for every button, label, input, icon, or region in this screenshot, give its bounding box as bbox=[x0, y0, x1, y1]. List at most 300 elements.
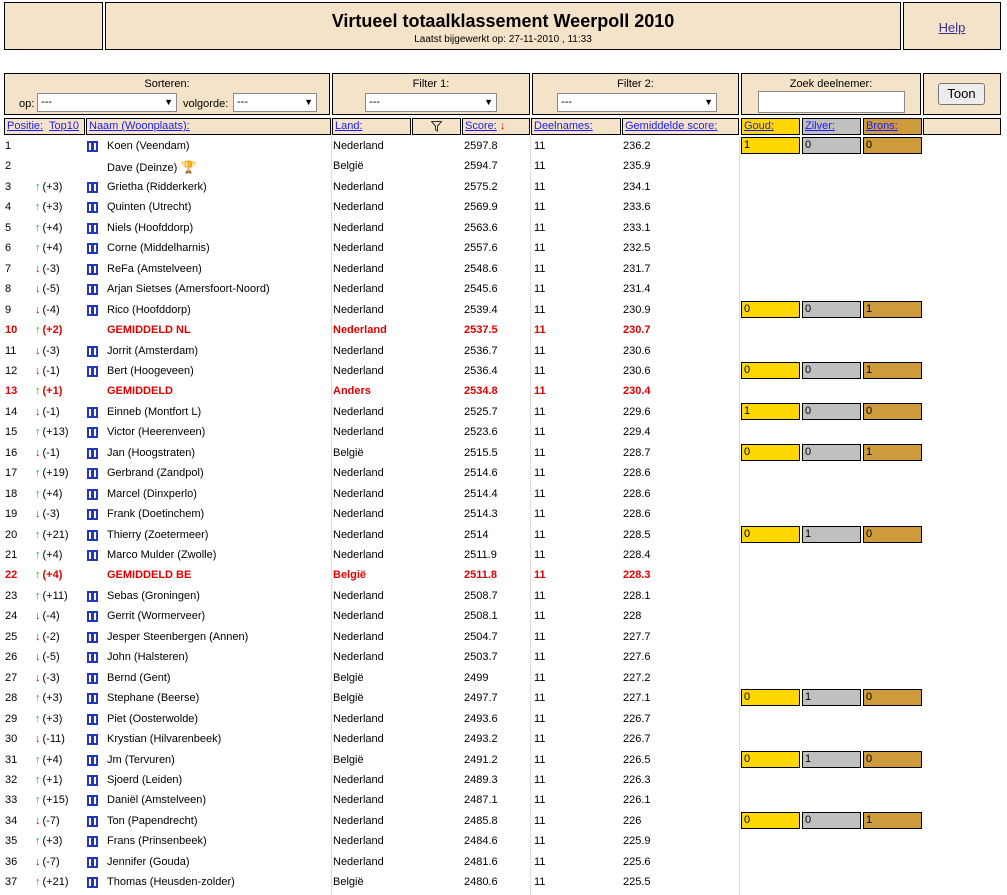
change-value: (-1) bbox=[42, 446, 60, 459]
participations: 11 bbox=[534, 242, 546, 255]
country: Nederland bbox=[333, 426, 384, 439]
participant-name[interactable] bbox=[107, 283, 270, 295]
position: 27 bbox=[5, 671, 18, 684]
average-score: 225.6 bbox=[623, 855, 651, 868]
change-value: (+3) bbox=[42, 201, 63, 214]
participant-name[interactable] bbox=[107, 692, 199, 704]
change bbox=[35, 304, 60, 316]
flag-icon bbox=[87, 857, 98, 868]
sort-order-value: --- bbox=[237, 96, 248, 108]
country: Nederland bbox=[333, 180, 384, 193]
change bbox=[35, 222, 62, 234]
position: 15 bbox=[5, 426, 18, 439]
score: 2514.3 bbox=[464, 508, 498, 521]
search-panel bbox=[741, 73, 921, 115]
change-value: (+11) bbox=[42, 589, 68, 602]
search-input[interactable] bbox=[758, 91, 905, 113]
flag-icon bbox=[87, 877, 98, 888]
table-row bbox=[0, 341, 1007, 361]
table-row bbox=[0, 852, 1007, 872]
participant-name[interactable] bbox=[107, 815, 198, 827]
table-row bbox=[0, 790, 1007, 810]
change-value: (-11) bbox=[42, 733, 65, 746]
participant-name[interactable] bbox=[107, 385, 173, 397]
country: Nederland bbox=[333, 835, 384, 848]
flag-icon bbox=[87, 693, 98, 704]
arrow-up-icon: ↑ bbox=[35, 589, 41, 602]
participant-name-text: Stephane (Beerse) bbox=[107, 692, 200, 705]
arrow-down-icon: ↓ bbox=[35, 671, 41, 684]
flag-icon bbox=[87, 284, 98, 295]
arrow-down-icon: ↓ bbox=[35, 364, 41, 377]
country: Nederland bbox=[333, 794, 384, 807]
participant-name[interactable] bbox=[107, 467, 204, 479]
position: 4 bbox=[5, 201, 12, 214]
change-value: (-4) bbox=[42, 610, 60, 623]
participant-name[interactable] bbox=[107, 447, 195, 459]
participant-name[interactable] bbox=[107, 549, 216, 561]
average-score: 230.6 bbox=[623, 364, 651, 377]
position: 18 bbox=[5, 487, 18, 500]
position: 14 bbox=[5, 405, 18, 418]
change bbox=[35, 713, 62, 725]
participations: 11 bbox=[534, 671, 546, 684]
average-score: 229.4 bbox=[623, 426, 651, 439]
participant-name-text: GEMIDDELD NL bbox=[107, 324, 191, 337]
flag-icon bbox=[87, 448, 98, 459]
change-value: (-1) bbox=[42, 405, 60, 418]
col-land bbox=[332, 118, 411, 135]
change bbox=[35, 201, 62, 213]
arrow-up-icon: ↑ bbox=[35, 221, 41, 234]
participations: 11 bbox=[534, 589, 546, 602]
table-row bbox=[0, 197, 1007, 217]
participant-name[interactable] bbox=[107, 794, 206, 806]
flag-icon bbox=[87, 775, 98, 786]
table-row bbox=[0, 586, 1007, 606]
country: België bbox=[333, 692, 364, 705]
sort-panel bbox=[4, 73, 330, 115]
average-score: 228.1 bbox=[623, 589, 651, 602]
score: 2514 bbox=[464, 528, 489, 541]
position: 12 bbox=[5, 364, 18, 377]
table-row bbox=[0, 545, 1007, 565]
participant-name[interactable] bbox=[107, 488, 197, 500]
participations: 11 bbox=[534, 446, 546, 459]
participant-name[interactable] bbox=[107, 651, 188, 663]
country: Nederland bbox=[333, 283, 384, 296]
sort-deelnames-link[interactable]: Deelnames: bbox=[534, 120, 593, 132]
change bbox=[35, 794, 69, 806]
participant-name[interactable] bbox=[107, 733, 221, 745]
score: 2523.6 bbox=[464, 426, 498, 439]
gold-count: 0 bbox=[741, 526, 800, 543]
average-score: 233.6 bbox=[623, 201, 651, 214]
participant-name[interactable] bbox=[107, 672, 171, 684]
change bbox=[35, 406, 60, 418]
table-row bbox=[0, 831, 1007, 851]
position: 8 bbox=[5, 283, 12, 296]
position: 9 bbox=[5, 303, 12, 316]
change bbox=[35, 672, 60, 684]
change-value: (-3) bbox=[42, 508, 60, 521]
country: Nederland bbox=[333, 405, 384, 418]
table-row bbox=[0, 300, 1007, 320]
country: Nederland bbox=[333, 487, 384, 500]
table-row bbox=[0, 811, 1007, 831]
country: Anders bbox=[333, 385, 371, 398]
participant-name[interactable] bbox=[107, 160, 196, 174]
participant-name-text: Sebas (Groningen) bbox=[107, 589, 200, 602]
participant-name[interactable] bbox=[107, 590, 200, 602]
change-value: (+4) bbox=[42, 753, 63, 766]
filter2-select[interactable] bbox=[557, 93, 717, 112]
position: 37 bbox=[5, 876, 18, 889]
filter1-label: Filter 1: bbox=[412, 78, 450, 90]
score: 2491.2 bbox=[464, 753, 498, 766]
country: Nederland bbox=[333, 221, 384, 234]
participant-name-text: Piet (Oosterwolde) bbox=[107, 712, 199, 725]
change-value: (+1) bbox=[42, 773, 63, 786]
participant-name-text: Thierry (Zoetermeer) bbox=[107, 528, 209, 541]
position: 24 bbox=[5, 610, 18, 623]
change bbox=[35, 549, 62, 561]
chevron-down-icon: ▼ bbox=[704, 97, 713, 107]
sort-top10-link[interactable]: Top10 bbox=[49, 120, 79, 132]
country: Nederland bbox=[333, 344, 384, 357]
change bbox=[35, 283, 60, 295]
country: Nederland bbox=[333, 324, 387, 337]
position: 17 bbox=[5, 467, 18, 480]
country: België bbox=[333, 753, 364, 766]
country: Nederland bbox=[333, 242, 384, 255]
participant-name[interactable] bbox=[107, 774, 182, 786]
change-value: (-7) bbox=[42, 814, 60, 827]
country: Nederland bbox=[333, 364, 384, 377]
arrow-up-icon: ↑ bbox=[35, 753, 41, 766]
participant-name[interactable] bbox=[107, 304, 191, 316]
sort-goud-link[interactable]: Goud: bbox=[744, 120, 774, 132]
change bbox=[35, 242, 62, 254]
table-row bbox=[0, 259, 1007, 279]
score: 2481.6 bbox=[464, 855, 498, 868]
sort-naam-link[interactable]: Naam (Woonplaats): bbox=[89, 120, 190, 132]
participations: 11 bbox=[534, 180, 546, 193]
table-row bbox=[0, 218, 1007, 238]
bronze-count: 0 bbox=[863, 526, 922, 543]
participations: 11 bbox=[534, 855, 546, 868]
sort-positie-link[interactable]: Positie: bbox=[7, 120, 44, 132]
score: 2499 bbox=[464, 671, 489, 684]
participant-name-text: Dave (Deinze) bbox=[107, 162, 178, 175]
participations: 11 bbox=[534, 426, 546, 439]
participant-name-text: Ton (Papendrecht) bbox=[107, 814, 198, 827]
participations: 11 bbox=[534, 160, 546, 173]
flag-icon bbox=[87, 305, 98, 316]
position: 36 bbox=[5, 855, 18, 868]
gold-count: 0 bbox=[741, 689, 800, 706]
participations: 11 bbox=[534, 344, 546, 357]
average-score: 231.7 bbox=[623, 262, 651, 275]
score: 2548.6 bbox=[464, 262, 498, 275]
change bbox=[35, 876, 69, 888]
participant-name-text: Corne (Middelharnis) bbox=[107, 242, 210, 255]
sort-order-select[interactable] bbox=[233, 93, 317, 112]
filter1-panel bbox=[332, 73, 530, 115]
average-score: 233.1 bbox=[623, 221, 651, 234]
participant-name[interactable] bbox=[107, 876, 235, 888]
change bbox=[35, 733, 65, 745]
score: 2545.6 bbox=[464, 283, 498, 296]
title-box bbox=[105, 2, 901, 50]
filter2-label: Filter 2: bbox=[617, 78, 654, 90]
average-score: 230.4 bbox=[623, 385, 651, 398]
flag-icon bbox=[87, 836, 98, 847]
participations: 11 bbox=[534, 773, 546, 786]
participations: 11 bbox=[534, 467, 546, 480]
participant-name[interactable] bbox=[107, 610, 205, 622]
change bbox=[35, 324, 62, 336]
position: 7 bbox=[5, 262, 12, 275]
participations: 11 bbox=[534, 753, 546, 766]
gold-count: 0 bbox=[741, 444, 800, 461]
country: Nederland bbox=[333, 855, 384, 868]
country: België bbox=[333, 569, 367, 582]
arrow-up-icon: ↑ bbox=[35, 835, 41, 848]
participant-name[interactable] bbox=[107, 365, 194, 377]
participant-name[interactable] bbox=[107, 345, 198, 357]
change bbox=[35, 692, 62, 704]
participant-name[interactable] bbox=[107, 569, 191, 581]
score: 2511.8 bbox=[464, 569, 498, 582]
search-label: Zoek deelnemer: bbox=[789, 78, 873, 90]
flag-icon bbox=[87, 673, 98, 684]
sort-gemiddelde-link[interactable]: Gemiddelde score: bbox=[625, 120, 718, 132]
table-row bbox=[0, 709, 1007, 729]
average-score: 227.7 bbox=[623, 630, 651, 643]
arrow-up-icon: ↑ bbox=[35, 692, 41, 705]
help-box bbox=[903, 2, 1001, 50]
arrow-down-icon: ↓ bbox=[35, 446, 41, 459]
arrow-up-icon: ↑ bbox=[35, 569, 41, 582]
score: 2487.1 bbox=[464, 794, 498, 807]
bronze-count: 1 bbox=[863, 301, 922, 318]
participant-name-text: Grietha (Ridderkerk) bbox=[107, 180, 207, 193]
change-value: (+4) bbox=[42, 221, 63, 234]
bronze-count: 1 bbox=[863, 444, 922, 461]
participant-name[interactable] bbox=[107, 140, 190, 152]
change bbox=[35, 815, 60, 827]
participant-name-text: Jm (Tervuren) bbox=[107, 753, 175, 766]
country: Nederland bbox=[333, 303, 384, 316]
arrow-down-icon: ↓ bbox=[35, 610, 41, 623]
participant-name[interactable] bbox=[107, 324, 191, 336]
chevron-down-icon: ▼ bbox=[484, 97, 493, 107]
change-value: (-7) bbox=[42, 855, 60, 868]
filter2-value: --- bbox=[561, 96, 572, 108]
score: 2536.7 bbox=[464, 344, 498, 357]
position: 26 bbox=[5, 651, 18, 664]
country: Nederland bbox=[333, 549, 384, 561]
participant-name[interactable] bbox=[107, 529, 208, 541]
participant-name[interactable] bbox=[107, 242, 210, 254]
score: 2514.6 bbox=[464, 467, 498, 480]
change bbox=[35, 263, 60, 275]
col-naam bbox=[86, 118, 331, 135]
average-score: 228.4 bbox=[623, 549, 651, 561]
participant-name-text: ReFa (Amstelveen) bbox=[107, 262, 202, 275]
change-value: (-5) bbox=[42, 651, 60, 664]
score: 2508.1 bbox=[464, 610, 498, 623]
participant-name-text: Marcel (Dinxperlo) bbox=[107, 487, 197, 500]
change-value: (-2) bbox=[42, 630, 60, 643]
participations: 11 bbox=[534, 508, 546, 521]
change bbox=[35, 488, 62, 500]
score: 2557.6 bbox=[464, 242, 498, 255]
col-deelnames bbox=[531, 118, 621, 135]
score: 2497.7 bbox=[464, 692, 498, 705]
participant-name-text: Bernd (Gent) bbox=[107, 671, 171, 684]
bronze-count: 0 bbox=[863, 403, 922, 420]
participant-name[interactable] bbox=[107, 856, 190, 868]
score: 2537.5 bbox=[464, 324, 498, 337]
trophy-icon: 🏆 bbox=[181, 160, 197, 175]
table-row bbox=[0, 872, 1007, 892]
toon-button[interactable]: Toon bbox=[938, 83, 985, 105]
participant-name-text: Daniël (Amstelveen) bbox=[107, 794, 207, 807]
score: 2594.7 bbox=[464, 160, 498, 173]
position: 20 bbox=[5, 528, 18, 541]
flag-icon bbox=[87, 509, 98, 520]
average-score: 227.6 bbox=[623, 651, 651, 664]
flag-icon bbox=[87, 795, 98, 806]
change-value: (+3) bbox=[42, 835, 63, 848]
position: 32 bbox=[5, 773, 18, 786]
participant-name[interactable] bbox=[107, 754, 175, 766]
participant-name-text: Marco Mulder (Zwolle) bbox=[107, 549, 217, 561]
table-row bbox=[0, 525, 1007, 545]
score: 2485.8 bbox=[464, 814, 498, 827]
position: 31 bbox=[5, 753, 18, 766]
change-value: (+4) bbox=[42, 569, 63, 582]
participations: 11 bbox=[534, 221, 546, 234]
participant-name-text: Rico (Hoofddorp) bbox=[107, 303, 191, 316]
flag-icon bbox=[87, 243, 98, 254]
sort-field-select[interactable] bbox=[37, 93, 177, 112]
change-value: (+15) bbox=[42, 794, 69, 807]
change bbox=[35, 631, 60, 643]
change-value: (-3) bbox=[42, 262, 60, 275]
average-score: 236.2 bbox=[623, 140, 651, 152]
participant-name[interactable] bbox=[107, 201, 191, 213]
country: Nederland bbox=[333, 610, 384, 623]
average-score: 234.1 bbox=[623, 180, 651, 193]
country: Nederland bbox=[333, 528, 384, 541]
sort-field-value: --- bbox=[41, 96, 52, 108]
table-row bbox=[0, 504, 1007, 524]
average-score: 225.5 bbox=[623, 876, 651, 889]
participations: 11 bbox=[534, 794, 546, 807]
average-score: 225.9 bbox=[623, 835, 651, 848]
participations: 11 bbox=[534, 876, 546, 889]
sort-score-link[interactable]: Score: bbox=[465, 120, 497, 132]
flag-icon bbox=[87, 816, 98, 827]
flag-icon bbox=[87, 530, 98, 541]
filter1-select[interactable] bbox=[365, 93, 497, 112]
participations: 11 bbox=[534, 692, 546, 705]
arrow-up-icon: ↑ bbox=[35, 794, 41, 807]
flag-icon bbox=[87, 427, 98, 438]
participant-name-text: Krystian (Hilvarenbeek) bbox=[107, 733, 222, 746]
participant-name-text: Gerrit (Wormerveer) bbox=[107, 610, 206, 623]
sort-land-link[interactable]: Land: bbox=[335, 120, 363, 132]
flag-icon bbox=[87, 591, 98, 602]
volgorde-label: volgorde: bbox=[183, 98, 229, 110]
participant-name[interactable] bbox=[107, 835, 207, 847]
average-score: 226.5 bbox=[623, 753, 651, 766]
filter1-value: --- bbox=[369, 96, 380, 108]
participant-name-text: Quinten (Utrecht) bbox=[107, 201, 192, 214]
country: Nederland bbox=[333, 589, 384, 602]
sort-brons-link[interactable]: Brons: bbox=[866, 120, 898, 132]
participant-name-text: Bert (Hoogeveen) bbox=[107, 364, 194, 377]
arrow-up-icon: ↑ bbox=[35, 876, 41, 889]
flag-icon bbox=[87, 468, 98, 479]
participations: 11 bbox=[534, 630, 546, 643]
col-zilver bbox=[802, 118, 861, 135]
participant-name[interactable] bbox=[107, 631, 248, 643]
table-row bbox=[0, 177, 1007, 197]
flag-icon bbox=[87, 755, 98, 766]
col-empty bbox=[923, 118, 1001, 135]
participant-name[interactable] bbox=[107, 508, 204, 520]
change-value: (-1) bbox=[42, 364, 60, 377]
help-link[interactable]: Help bbox=[938, 20, 966, 35]
participant-name[interactable] bbox=[107, 406, 201, 418]
change bbox=[35, 426, 69, 438]
average-score: 226.7 bbox=[623, 712, 651, 725]
gold-count: 0 bbox=[741, 301, 800, 318]
participant-name-text: GEMIDDELD BE bbox=[107, 569, 192, 582]
participant-name[interactable] bbox=[107, 222, 193, 234]
participations: 11 bbox=[534, 324, 546, 337]
participant-name[interactable] bbox=[107, 181, 207, 193]
table-row bbox=[0, 320, 1007, 340]
participant-name[interactable] bbox=[107, 426, 205, 438]
arrow-up-icon: ↑ bbox=[35, 180, 41, 193]
sort-zilver-link[interactable]: Zilver: bbox=[805, 120, 835, 132]
score: 2504.7 bbox=[464, 630, 498, 643]
average-score: 227.1 bbox=[623, 692, 651, 705]
country: Nederland bbox=[333, 140, 384, 152]
score: 2575.2 bbox=[464, 180, 498, 193]
change-value: (+3) bbox=[42, 712, 63, 725]
change-value: (+21) bbox=[42, 876, 69, 889]
flag-icon bbox=[87, 141, 98, 152]
arrow-up-icon: ↑ bbox=[35, 201, 41, 214]
position: 13 bbox=[5, 385, 18, 398]
country: Nederland bbox=[333, 201, 384, 214]
change-value: (-4) bbox=[42, 303, 60, 316]
participations: 11 bbox=[534, 733, 546, 746]
participant-name[interactable] bbox=[107, 263, 202, 275]
participations: 11 bbox=[534, 487, 546, 500]
score: 2514.4 bbox=[464, 487, 498, 500]
table-row bbox=[0, 627, 1007, 647]
participations: 11 bbox=[534, 262, 546, 275]
col-filter[interactable] bbox=[412, 118, 461, 135]
participant-name[interactable] bbox=[107, 713, 198, 725]
